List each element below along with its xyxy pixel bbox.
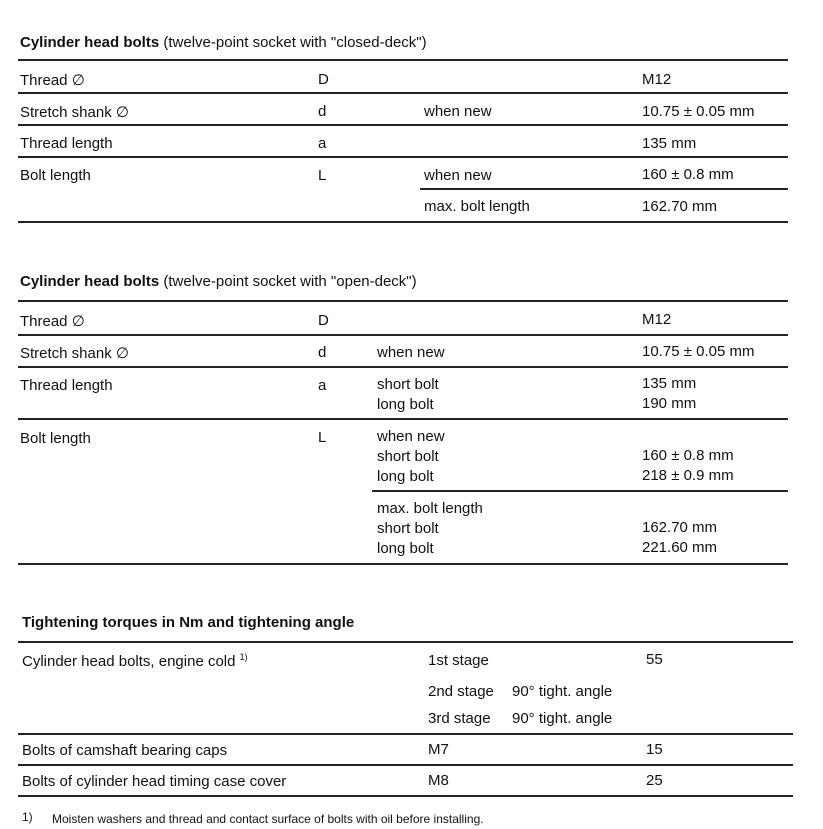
s3-stage1-value: 55	[646, 651, 663, 668]
divider	[372, 490, 788, 492]
s1-thread-length-label: Thread length	[20, 135, 113, 152]
s1-bolt-length-sym: L	[318, 167, 327, 184]
divider	[18, 300, 788, 302]
s2-bolt-length-cond2: long bolt	[377, 468, 434, 485]
s2-max-length-cond2: long bolt	[377, 540, 434, 557]
footnote-mark: 1)	[22, 810, 33, 824]
divider	[18, 334, 788, 336]
divider	[18, 156, 788, 158]
divider	[18, 563, 788, 565]
s2-bolt-length-value1: 160 ± 0.8 mm	[642, 447, 734, 464]
s3-stage3-angle: 90° tight. angle	[512, 710, 613, 727]
s3-timing-size: M8	[428, 772, 449, 789]
s1-bolt-length-label: Bolt length	[20, 167, 91, 184]
divider	[18, 733, 793, 735]
footnote-text: Moisten washers and thread and contact surface of bolts with oil before installing.	[52, 812, 484, 826]
divider	[18, 366, 788, 368]
s1-bolt-length-value: 160 ± 0.8 mm	[642, 166, 734, 183]
s2-shank-cond: when new	[377, 344, 445, 361]
divider	[18, 92, 788, 94]
footnote-ref: 1)	[239, 652, 248, 662]
s1-shank-sym: d	[318, 103, 327, 120]
s3-timing-label: Bolts of cylinder head timing case cover	[22, 773, 287, 790]
s2-thread-length-cond1: short bolt	[377, 376, 439, 393]
s2-thread-length-sym: a	[318, 377, 327, 394]
s2-bolt-length-sym: L	[318, 429, 327, 446]
s2-shank-label: Stretch shank ∅	[20, 345, 129, 362]
section2-title: Cylinder head bolts (twelve-point socket with "open-deck")	[20, 273, 417, 290]
s1-thread-label: Thread ∅	[20, 72, 85, 89]
section1-title: Cylinder head bolts (twelve-point socket with "closed-deck")	[20, 34, 427, 51]
s3-camshaft-value: 15	[646, 741, 663, 758]
s2-thread-sym: D	[318, 312, 329, 329]
s1-shank-value: 10.75 ± 0.05 mm	[642, 103, 755, 120]
s2-thread-value: M12	[642, 311, 672, 328]
s1-shank-label: Stretch shank ∅	[20, 104, 129, 121]
s2-max-length-value1: 162.70 mm	[642, 519, 718, 536]
s3-stage3: 3rd stage	[428, 710, 491, 727]
divider	[18, 221, 788, 223]
s3-stage2-angle: 90° tight. angle	[512, 683, 613, 700]
divider	[420, 188, 788, 190]
s2-bolt-length-cond0: when new	[377, 428, 445, 445]
s2-thread-length-cond2: long bolt	[377, 396, 434, 413]
divider	[18, 418, 788, 420]
divider	[18, 641, 793, 643]
s1-max-length-value: 162.70 mm	[642, 198, 718, 215]
divider	[18, 795, 793, 797]
s2-bolt-length-label: Bolt length	[20, 430, 91, 447]
s2-shank-value: 10.75 ± 0.05 mm	[642, 343, 755, 360]
s2-max-length-value2: 221.60 mm	[642, 539, 718, 556]
s2-bolt-length-value2: 218 ± 0.9 mm	[642, 467, 734, 484]
s2-bolt-length-cond1: short bolt	[377, 448, 439, 465]
s1-max-length-cond: max. bolt length	[424, 198, 530, 215]
s1-bolt-length-cond: when new	[424, 167, 492, 184]
s3-head-bolts-label: Cylinder head bolts, engine cold $^{1)}$	[22, 652, 248, 670]
s3-camshaft-label: Bolts of camshaft bearing caps	[22, 742, 228, 759]
s1-thread-length-sym: a	[318, 135, 327, 152]
s3-camshaft-size: M7	[428, 741, 449, 758]
s1-thread-length-value: 135 mm	[642, 135, 697, 152]
s1-thread-sym: D	[318, 71, 329, 88]
divider	[18, 764, 793, 766]
s2-thread-length-label: Thread length	[20, 377, 113, 394]
s2-max-length-cond0: max. bolt length	[377, 500, 483, 517]
s2-thread-length-value1: 135 mm	[642, 375, 697, 392]
divider	[18, 124, 788, 126]
s2-thread-label: Thread ∅	[20, 313, 85, 330]
divider	[18, 59, 788, 61]
s1-thread-value: M12	[642, 71, 672, 88]
s3-stage1: 1st stage	[428, 652, 489, 669]
s2-shank-sym: d	[318, 344, 327, 361]
s3-timing-value: 25	[646, 772, 663, 789]
section3-title: Tightening torques in Nm and tightening angle	[22, 614, 355, 631]
s2-max-length-cond1: short bolt	[377, 520, 439, 537]
s3-stage2: 2nd stage	[428, 683, 494, 700]
s1-shank-cond: when new	[424, 103, 492, 120]
s2-thread-length-value2: 190 mm	[642, 395, 697, 412]
